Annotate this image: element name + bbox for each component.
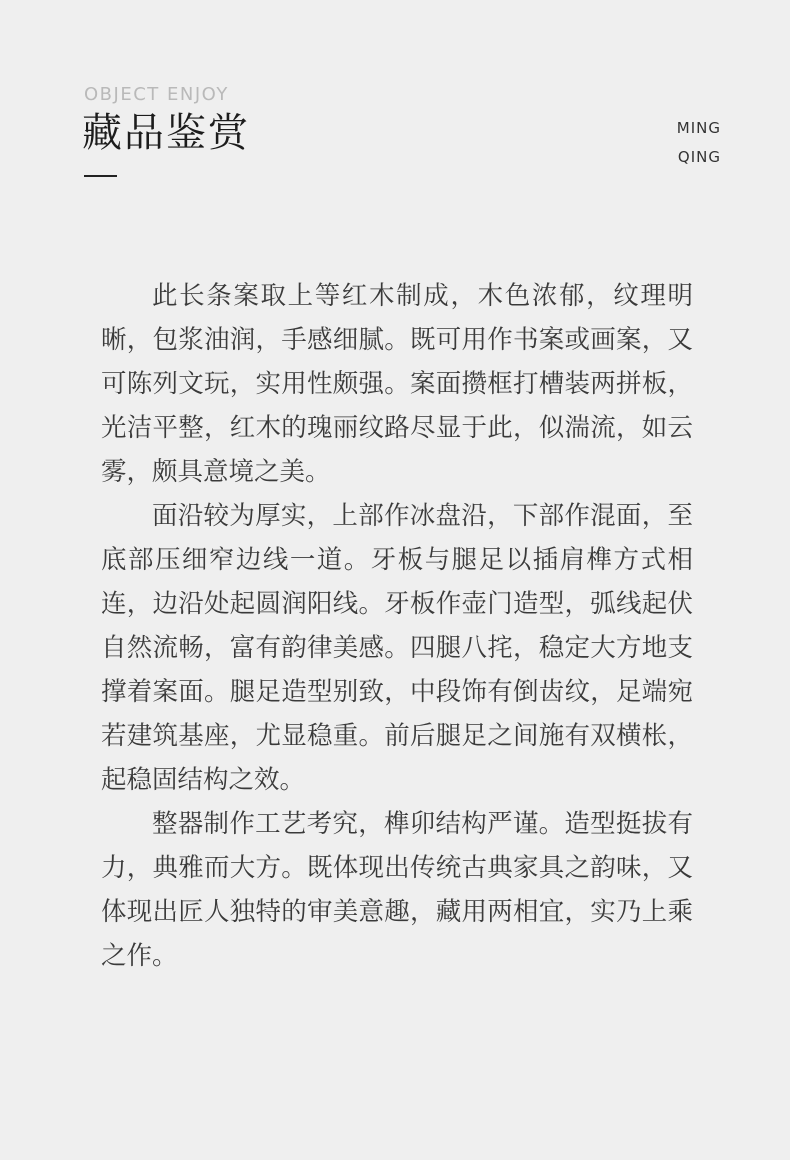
description-body: [101, 274, 693, 978]
section-subtitle-english: OBJECT ENJOY: [84, 84, 229, 105]
section-title: 藏品鉴赏: [82, 110, 250, 156]
paragraph-1: 此长条案取上等红木制成，木色浓郁，纹理明晰，包浆油润，手感细腻。既可用作书案或画案，又可陈列文玩，实用性颇强。案面攒框打槽装两拼板，光洁平整，红木的瑰丽纹路尽显于此，似湍流，如云雾，颇具意境之美。: [101, 281, 693, 487]
paragraph-3: 整器制作工艺考究，榫卯结构严谨。造型挺拔有力，典雅而大方。既体现出传统古典家具之韵味，又体现出匠人独特的审美意趣，藏用两相宜，实乃上乘之作。: [101, 809, 693, 971]
title-underline-divider: [84, 175, 117, 177]
paragraph-2: 面沿较为厚实，上部作冰盘沿，下部作混面，至底部压细窄边线一道。牙板与腿足以插肩榫方式相连，边沿处起圆润阳线。牙板作壶门造型，弧线起伏自然流畅，富有韵律美感。四腿八挓，稳定大方地支撑着案面。腿足造型别致，中段饰有倒齿纹，足端宛若建筑基座，尤显稳重。前后腿足之间施有双横枨，起稳固结构之效。: [101, 501, 693, 795]
side-label-line-1: MING: [676, 119, 721, 137]
side-label: [677, 114, 721, 172]
side-label-line-2: QING: [677, 148, 721, 166]
